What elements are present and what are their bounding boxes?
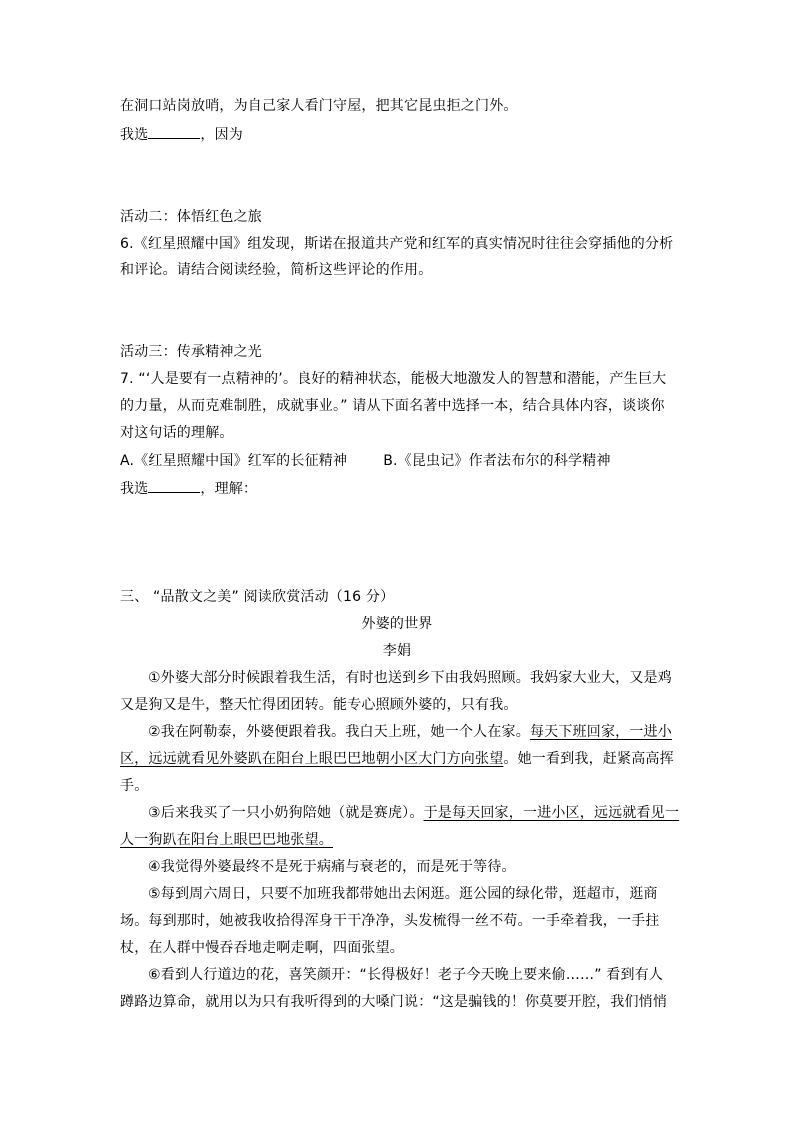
para6-line1: ⑥看到人行道边的花，喜笑颜开：“长得极好！老子今天晚上要来偷……” 看到有人 [148, 967, 664, 983]
para5-line1: ⑤每到周六周日，只要不加班我都带她出去闲逛。逛公园的绿化带，逛超市，逛商 [148, 886, 658, 902]
q7-line3: 对这句话的理解。 [120, 425, 234, 441]
p1-line1: 在洞口站岗放哨，为自己家人看门守屋，把其它昆虫拒之门外。 [120, 98, 518, 114]
para2-line1-plain: ②我在阿勒泰，外婆便跟着我。我白天上班，她一个人在家。 [148, 724, 530, 740]
para2-line1-underlined: 每天下班回家，一进小 [529, 724, 672, 740]
para3-line2-underlined: 人一狗趴在阳台上眼巴巴地张望。 [120, 832, 333, 848]
q7-options [120, 451, 611, 471]
para1-line2: 又是狗又是牛，整天忙得团团转。能专心照顾外婆的，只有我。 [120, 697, 518, 713]
p1-choice-blank [148, 124, 200, 139]
q7-option-a: A.《红星照耀中国》红军的长征精神 [120, 453, 348, 469]
para5-line3: 杖，在人群中慢吞吞地走啊走啊，四面张望。 [120, 940, 404, 956]
para1-line1: ①外婆大部分时候跟着我生活，有时也送到乡下由我妈照顾。我妈家大业大，又是鸡 [148, 670, 672, 686]
para2-line1 [148, 722, 672, 742]
para3-line1-underlined: 于是每天回家，一进小区，远远就看见一 [423, 805, 680, 821]
q7-choice-prefix: 我选 [120, 481, 149, 497]
q7-choice-line [120, 478, 257, 499]
p1-choice-line [120, 124, 243, 145]
q7-choice-blank [148, 478, 200, 493]
p1-choice-prefix: 我选 [120, 127, 149, 143]
para3-line1 [148, 803, 679, 823]
q7-choice-suffix: ，理解： [200, 481, 258, 497]
essay-author: 李娟 [382, 643, 412, 659]
q6-line2: 和评论。请结合阅读经验，简析这些评论的作用。 [120, 262, 433, 278]
para5-line2: 场。每到那时，她被我收拾得浑身干干净净，头发梳得一丝不苟。一手牵着我，一手拄 [120, 913, 660, 929]
para6-line2: 蹲路边算命，就用以为只有我听得到的大嗓门说：“这是骗钱的！你莫要开腔，我们悄悄 [120, 994, 668, 1010]
para2-line3: 手。 [120, 778, 149, 794]
para3-line2 [120, 830, 333, 850]
para2-line2-plain: 。她一看到我，赶紧高高挥 [503, 751, 674, 767]
q7-line1: 7. “‘人是要有一点精神的’。良好的精神状态，能极大地激发人的智慧和潜能，产生巨大 [120, 371, 667, 387]
para3-line1-plain: ③后来我买了一只小奶狗陪她（就是赛虎）。 [148, 805, 424, 821]
activity2-title: 活动二：体悟红色之旅 [120, 209, 262, 225]
q6-line1: 6.《红星照耀中国》组发现，斯诺在报道共产党和红军的真实情况时往往会穿插他的分析 [120, 236, 674, 252]
essay-title: 外婆的世界 [361, 616, 433, 632]
q7-line2: 的力量，从而克难制胜，成就事业。” 请从下面名著中选择一本，结合具体内容，谈谈你 [120, 398, 665, 414]
para2-line2 [120, 749, 674, 769]
section3-heading: 三、 “品散文之美” 阅读欣赏活动（16 分） [120, 589, 395, 605]
p1-choice-suffix: ，因为 [200, 127, 244, 143]
para4: ④我觉得外婆最终不是死于病痛与衰老的，而是死于等待。 [148, 859, 516, 875]
para2-line2-underlined: 区，远远就看见外婆趴在阳台上眼巴巴地朝小区大门方向张望 [120, 751, 504, 767]
q7-option-b: B.《昆虫记》作者法布尔的科学精神 [383, 453, 611, 469]
activity3-title: 活动三：传承精神之光 [120, 344, 262, 360]
